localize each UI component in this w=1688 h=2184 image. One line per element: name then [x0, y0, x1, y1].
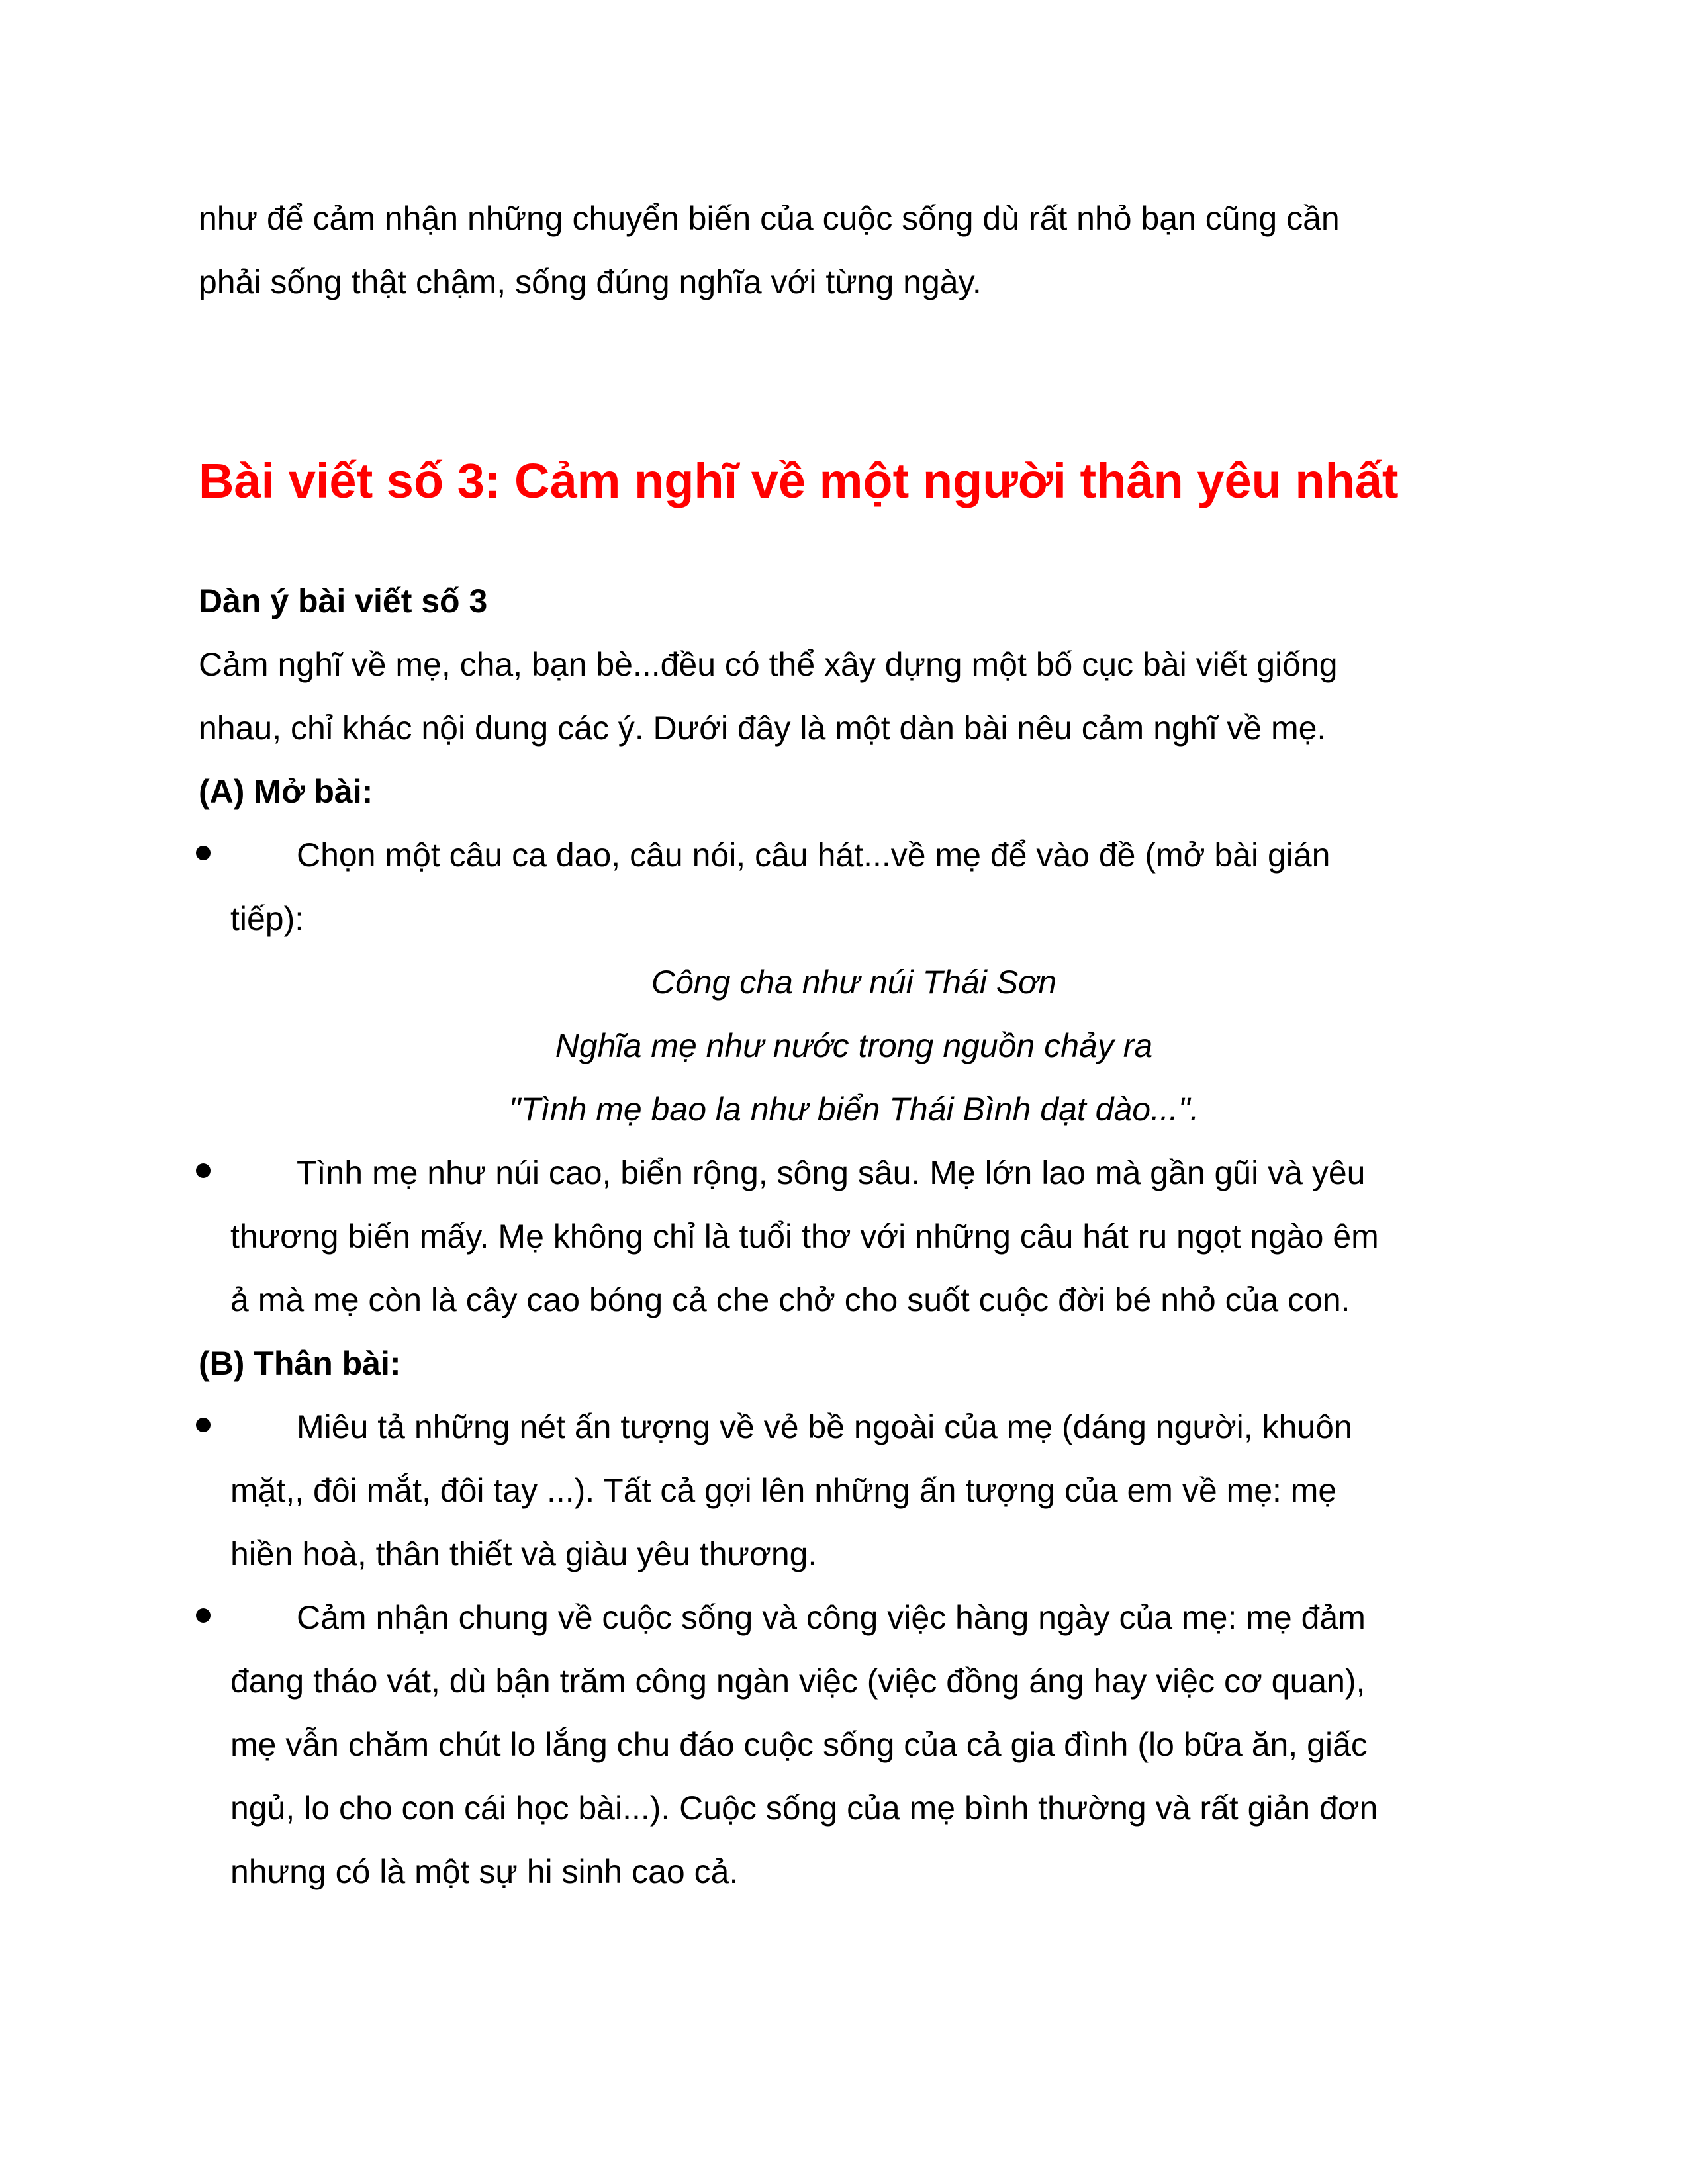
- article-title: Bài viết số 3: Cảm nghĩ về một người thân yêu nhất: [199, 453, 1399, 508]
- bullet-line: Miêu tả những nét ấn tượng về vẻ bề ngoài của mẹ (dáng người, khuôn: [297, 1408, 1352, 1445]
- quote-line: Công cha như núi Thái Sơn: [651, 964, 1057, 1001]
- bullet-item: [199, 823, 1516, 950]
- intro-paragraph: [199, 187, 1516, 314]
- intro-line: phải sống thật chậm, sống đúng nghĩa với từng ngày.: [199, 263, 982, 300]
- bullet-line: mặt,, đôi mắt, đôi tay ...). Tất cả gợi lên những ấn tượng của em về mẹ: mẹ: [230, 1472, 1337, 1509]
- bullet-line: Chọn một câu ca dao, câu nói, câu hát...về mẹ để vào đề (mở bài gián: [297, 837, 1331, 874]
- bullet-icon: [196, 846, 211, 860]
- quote-line: Nghĩa mẹ như nước trong nguồn chảy ra: [555, 1027, 1153, 1064]
- bullet-icon: [196, 1163, 211, 1178]
- bullet-line: Tình mẹ như núi cao, biển rộng, sông sâu. Mẹ lớn lao mà gần gũi và yêu: [297, 1154, 1366, 1191]
- bullet-item: [199, 1586, 1516, 1903]
- bullet-line: thương biến mấy. Mẹ không chỉ là tuổi thơ với những câu hát ru ngọt ngào êm: [230, 1218, 1379, 1255]
- bullet-line: tiếp):: [230, 900, 305, 937]
- section-a-heading: (A) Mở bài:: [199, 773, 373, 810]
- outline-content: [199, 569, 1516, 1903]
- bullet-line: ả mà mẹ còn là cây cao bóng cả che chở cho suốt cuộc đời bé nhỏ của con.: [230, 1281, 1350, 1318]
- quote-block: [199, 950, 1509, 1141]
- bullet-item: [199, 1395, 1516, 1586]
- bullet-line: đang tháo vát, dù bận trăm công ngàn việc (việc đồng áng hay việc cơ quan),: [230, 1662, 1366, 1700]
- bullet-icon: [196, 1608, 211, 1623]
- bullet-line: Cảm nhận chung về cuộc sống và công việc hàng ngày của mẹ: mẹ đảm: [297, 1599, 1366, 1636]
- bullet-line: ngủ, lo cho con cái học bài...). Cuộc sống của mẹ bình thường và rất giản đơn: [230, 1790, 1378, 1827]
- bullet-line: mẹ vẫn chăm chút lo lắng chu đáo cuộc sống của cả gia đình (lo bữa ăn, giấc: [230, 1726, 1368, 1763]
- quote-line: "Tình mẹ bao la như biển Thái Bình dạt dào...".: [508, 1091, 1199, 1128]
- outline-heading: Dàn ý bài viết số 3: [199, 582, 488, 619]
- outline-intro-line: Cảm nghĩ về mẹ, cha, bạn bè...đều có thể xây dựng một bố cục bài viết giống: [199, 646, 1338, 683]
- bullet-line: hiền hoà, thân thiết và giàu yêu thương.: [230, 1535, 818, 1572]
- bullet-line: nhưng có là một sự hi sinh cao cả.: [230, 1853, 739, 1890]
- bullet-item: [199, 1141, 1516, 1332]
- intro-line: như để cảm nhận những chuyển biến của cuộc sống dù rất nhỏ bạn cũng cần: [199, 200, 1340, 237]
- bullet-icon: [196, 1418, 211, 1432]
- outline-intro-line: nhau, chỉ khác nội dung các ý. Dưới đây là một dàn bài nêu cảm nghĩ về mẹ.: [199, 709, 1327, 747]
- section-b-heading: (B) Thân bài:: [199, 1345, 401, 1382]
